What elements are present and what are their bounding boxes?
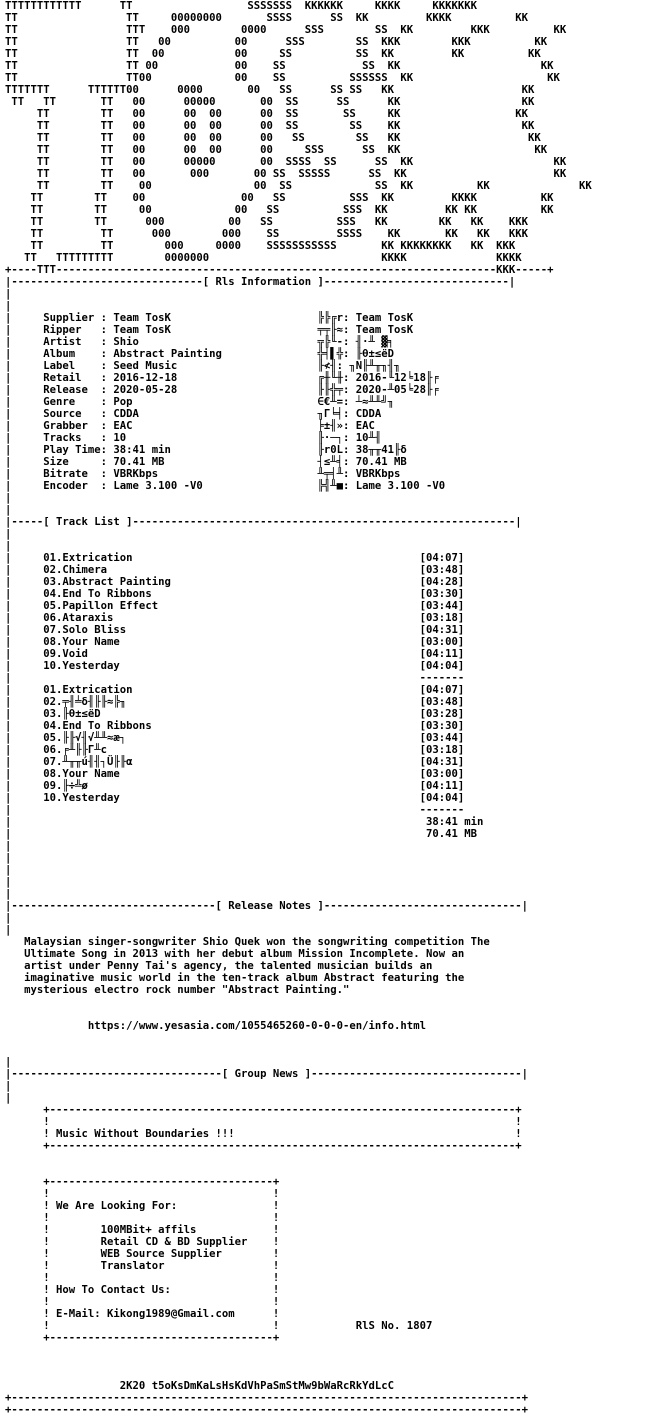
nfo-line: TT TT 00 00 00 00 SS SS KK KK	[5, 108, 528, 120]
nfo-line: | Label : Seed Music ╟≮╢: ╖N╟╨╥╖╢╖	[5, 360, 401, 372]
nfo-line: |	[5, 288, 12, 300]
nfo-line: TT TT 00 00000 00 SSSS SS SS KK KK	[5, 156, 567, 168]
nfo-line	[5, 1368, 672, 1380]
nfo-line: | 70.41 MB	[5, 828, 477, 840]
nfo-line: |	[5, 1056, 12, 1068]
nfo-line: | 10.Yesterday [04:04]	[5, 792, 465, 804]
nfo-line: TT TT 000 0000 SSSSSSSSSSS KK KKKKKKKK KK KKK	[5, 240, 516, 252]
nfo-line: +-------------------------------------------------------------------------+	[5, 1104, 522, 1116]
nfo-line: | 05.╟╟√╢√╨╨≈æ┐ [03:44]	[5, 732, 465, 744]
nfo-line: TT TT 00 000 00 SS SSSSS SS KK KK	[5, 168, 567, 180]
nfo-line: | 09.╟÷╩ø [04:11]	[5, 780, 465, 792]
nfo-line	[5, 1356, 672, 1368]
nfo-line: | Artist : Shio ╦╠╙-: ╢·╨ ▓╕	[5, 336, 395, 348]
nfo-line: |	[5, 840, 12, 852]
nfo-line: TT TT 00 00 00 00 SS SS KK KK	[5, 120, 535, 132]
nfo-line: | 07.╨╥╥ú╢╢┐Ü╟╟α [04:31]	[5, 756, 465, 768]
nfo-line: |	[5, 876, 12, 888]
nfo-line: ! !	[5, 1188, 280, 1200]
nfo-line: +-----------------------------------+	[5, 1176, 280, 1188]
nfo-line: ! !	[5, 1272, 280, 1284]
nfo-line: | Tracks : 10 ╟·─┐: 10╨╢	[5, 432, 382, 444]
nfo-line	[5, 1008, 672, 1020]
nfo-line: TT TT 00000000 SSSS SS KK KKKK KK	[5, 12, 528, 24]
nfo-line: | 03.╟θ±≤ëD [03:28]	[5, 708, 465, 720]
nfo-line: TT TT 00 00 SS SS KK KK KK	[5, 48, 541, 60]
nfo-line: ! !	[5, 1116, 522, 1128]
nfo-line: | 02.╤╢╧δ╢╟╟≈╠╖ [03:48]	[5, 696, 465, 708]
nfo-line: | Encoder : Lame 3.100 -V0 ╠╣╨■: Lame 3.100 -V0	[5, 480, 446, 492]
nfo-line: TT TT 00 00 00 00 SS SS KK KK	[5, 132, 541, 144]
nfo-line: |	[5, 1092, 12, 1104]
nfo-line: ! Music Without Boundaries !!! !	[5, 1128, 522, 1140]
nfo-line	[5, 1044, 672, 1056]
nfo-line: | 08.Your Name [03:00]	[5, 768, 465, 780]
nfo-line: | 02.Chimera [03:48]	[5, 564, 465, 576]
nfo-line: Malaysian singer-songwriter Shio Quek won the songwriting competition The	[5, 936, 490, 948]
nfo-line: | 06.Ataraxis [03:18]	[5, 612, 465, 624]
nfo-line: | Source : CDDA ╖Γ╘╡: CDDA	[5, 408, 382, 420]
nfo-line: |	[5, 528, 12, 540]
nfo-line: TT TTT 000 0000 SSS SS KK KKK KK	[5, 24, 567, 36]
nfo-line: https://www.yesasia.com/1055465260-0-0-0-en/info.html	[5, 1020, 426, 1032]
nfo-line: TT TT00 00 SS SSSSSS KK KK	[5, 72, 560, 84]
nfo-line: | Genre : Pop ∈€╨=: ┴≈╨╨╝╖	[5, 396, 395, 408]
nfo-line: TTTTTTT TTTTTT00 0000 00 SS SS SS KK KK	[5, 84, 535, 96]
nfo-line: ! 100MBit+ affils !	[5, 1224, 280, 1236]
nfo-line: |---------------------------------[ Group News ]---------------------------------|	[5, 1068, 528, 1080]
nfo-line: +-----------------------------------+	[5, 1332, 280, 1344]
nfo-line: |--------------------------------[ Release Notes ]-------------------------------|	[5, 900, 528, 912]
nfo-line: TT TT TT 00 00000 00 SS SS KK KK	[5, 96, 535, 108]
nfo-line: | Supplier : Team TosK ╠╠╔r: Team TosK	[5, 312, 414, 324]
nfo-line: Ultimate Song in 2013 with her debut album Mission Incomplete. Now an	[5, 948, 465, 960]
nfo-line: ! !	[5, 1296, 280, 1308]
nfo-line: | Grabber : EAC ╞±╢»: EAC	[5, 420, 375, 432]
nfo-line: |	[5, 504, 12, 516]
nfo-line: | 06.╒╨╟╟Γ╨c [03:18]	[5, 744, 465, 756]
nfo-line: TT TT 000 00 SS SSS KK KK KK KKK	[5, 216, 528, 228]
nfo-line: | Bitrate : VBRKbps ╨╤╡╨: VBRKbps	[5, 468, 401, 480]
nfo-line: | Retail : 2016-12-18 ╔╫╙╫: 2016-╙12╘18╟╒	[5, 372, 439, 384]
nfo-line: +-------------------------------------------------------------------------+	[5, 1140, 522, 1152]
nfo-line: | Release : 2020-05-28 ╟╟╬╤: 2020-╨05╘28╟╒	[5, 384, 439, 396]
nfo-line: | 05.Papillon Effect [03:44]	[5, 600, 465, 612]
nfo-line: |	[5, 852, 12, 864]
nfo-line: ! Retail CD & BD Supplier !	[5, 1236, 280, 1248]
nfo-line: +--------------------------------------------------------------------------------+	[5, 1392, 528, 1404]
nfo-line: | -------	[5, 672, 465, 684]
nfo-line: |------------------------------[ Rls Information ]-----------------------------|	[5, 276, 516, 288]
nfo-line: +----TTT---------------------------------------------------------------------KKK-----+	[5, 264, 554, 276]
nfo-line	[5, 1344, 672, 1356]
nfo-line: |	[5, 924, 12, 936]
nfo-line: mysterious electro rock number "Abstract Painting."	[5, 984, 350, 996]
nfo-line: | 10.Yesterday [04:04]	[5, 660, 465, 672]
nfo-line: | 03.Abstract Painting [04:28]	[5, 576, 465, 588]
nfo-line: | 09.Void [04:11]	[5, 648, 465, 660]
nfo-line: ! Translator !	[5, 1260, 280, 1272]
nfo-line: imaginative music world in the ten-track album Abstract featuring the	[5, 972, 465, 984]
nfo-line: |-----[ Track List ]------------------------------------------------------------|	[5, 516, 522, 528]
nfo-line: |	[5, 912, 12, 924]
nfo-line: | 38:41 min	[5, 816, 484, 828]
nfo-line: TT TT 00 00 SS SS KK KK KK	[5, 180, 592, 192]
nfo-line: |	[5, 492, 12, 504]
nfo-line: TT TTTTTTTTT 0000000 KKKK KKKK	[5, 252, 522, 264]
nfo-line: ! ! RlS No. 1807	[5, 1320, 433, 1332]
nfo-line	[5, 996, 672, 1008]
nfo-line: TT TT 000 000 SS SSSS KK KK KK KKK	[5, 228, 528, 240]
nfo-line: | Size : 70.41 MB ┤≤╨╡: 70.41 MB	[5, 456, 407, 468]
nfo-line: TT TT 00 00 SS SSS KK KKKK KK	[5, 192, 554, 204]
nfo-line: TT TT 00 00 SS SS KK KK	[5, 60, 554, 72]
nfo-line: artist under Penny Tai's agency, the talented musician builds an	[5, 960, 433, 972]
nfo-line: | 08.Your Name [03:00]	[5, 636, 465, 648]
nfo-line: ! We Are Looking For: !	[5, 1200, 280, 1212]
nfo-line: ! E-Mail: Kikong1989@Gmail.com !	[5, 1308, 280, 1320]
nfo-line: | 04.End To Ribbons [03:30]	[5, 720, 465, 732]
nfo-line: TT TT 00 00 SS SSS KK KK KK KK	[5, 204, 554, 216]
nfo-line: TT TT 00 00 00 00 SSS SS KK KK	[5, 144, 548, 156]
nfo-line: ! How To Contact Us: !	[5, 1284, 280, 1296]
nfo-line	[5, 1152, 672, 1164]
nfo-line: +--------------------------------------------------------------------------------+	[5, 1404, 528, 1416]
nfo-line: ! !	[5, 1212, 280, 1224]
nfo-line: | 07.Solo Bliss [04:31]	[5, 624, 465, 636]
nfo-line: | 01.Extrication [04:07]	[5, 684, 465, 696]
nfo-line: | Album : Abstract Painting ╬╡▌╬: ╟θ±≤ëD	[5, 348, 395, 360]
nfo-line: TT TT 00 00 SSS SS KKK KKK KK	[5, 36, 548, 48]
nfo-line: | 04.End To Ribbons [03:30]	[5, 588, 465, 600]
nfo-line: |	[5, 864, 12, 876]
nfo-line: |	[5, 300, 12, 312]
nfo-line: ! WEB Source Supplier !	[5, 1248, 280, 1260]
nfo-line: TTTTTTTTTTTT TT SSSSSSS KKKKKK KKKK KKKKKKK	[5, 0, 477, 12]
nfo-line: | -------	[5, 804, 465, 816]
nfo-line: | 01.Extrication [04:07]	[5, 552, 465, 564]
nfo-line: |	[5, 888, 12, 900]
nfo-line: |	[5, 540, 12, 552]
nfo-line: |	[5, 1080, 12, 1092]
nfo-line: | Ripper : Team TosK ╤╤╟≈: Team TosK	[5, 324, 414, 336]
nfo-line	[5, 1032, 672, 1044]
nfo-line: 2K20 t5oKsDmKaLsHsKdVhPaSmStMw9bWaRcRkYdLcC	[5, 1380, 395, 1392]
nfo-line	[5, 1164, 672, 1176]
nfo-line: | Play Time: 38:41 min ╟r0L: 38╥╥41╟δ	[5, 444, 407, 456]
